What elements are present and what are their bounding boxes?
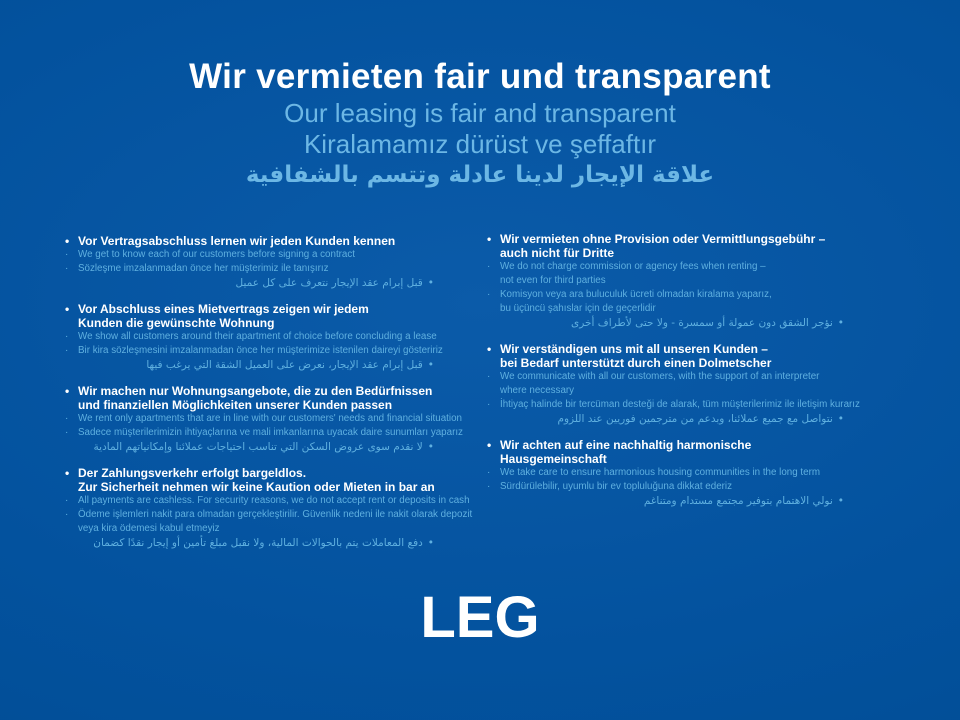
de-text: Vor Abschluss eines Mietvertrags zeigen wir jedem (78, 302, 369, 316)
tr-text: bu üçüncü şahıslar için de geçerlidir (500, 303, 656, 314)
title-german: Wir vermieten fair und transparent (189, 57, 771, 96)
sub-bullet-icon: · (65, 263, 69, 274)
ar-text: قبل إبرام عقد الإيجار، نعرض على العميل الشقة التي يرغب فيها (146, 359, 423, 371)
tr-line (65, 426, 480, 440)
bullet-icon: • (65, 302, 70, 316)
tr-line (487, 398, 902, 412)
bullet-block (65, 234, 480, 290)
ar-line (487, 494, 902, 508)
bullet-icon: • (65, 466, 70, 480)
en-line (487, 384, 902, 398)
sub-bullet-icon: · (487, 289, 491, 300)
en-line (487, 466, 902, 480)
bullet-icon: • (487, 438, 492, 452)
de-line (487, 232, 902, 246)
en-line (65, 330, 480, 344)
en-text: where necessary (500, 385, 575, 396)
de-text: bei Bedarf unterstützt durch einen Dolmetscher (500, 356, 772, 370)
de-line (65, 466, 480, 480)
bullet-block (487, 438, 902, 508)
en-line (65, 494, 480, 508)
sub-bullet-icon: · (487, 399, 491, 410)
de-line (487, 342, 902, 356)
sub-bullet-icon: · (65, 427, 69, 438)
sub-bullet-icon: · (487, 371, 491, 382)
sub-bullet-icon: · (65, 413, 69, 424)
ar-text: نولي الاهتمام بتوفير مجتمع مستدام ومتناغم (643, 495, 833, 507)
tr-text: Sözleşme imzalanmadan önce her müşterimiz ile tanışırız (78, 263, 329, 274)
de-text: Hausgemeinschaft (500, 452, 607, 466)
en-line (487, 370, 902, 384)
ar-text: قبل إبرام عقد الإيجار نتعرف على كل عميل (235, 277, 423, 289)
leg-logo: LEG (420, 585, 540, 650)
poster-header (0, 56, 960, 191)
de-line (487, 246, 902, 260)
ar-text: نؤجر الشقق دون عمولة أو سمسرة - ولا حتى لأطراف أخرى (571, 317, 833, 329)
ar-text: دفع المعاملات يتم بالحوالات المالية، ولا نقبل مبلغ تأمين أو إيجار نقدًا كضمان (93, 537, 423, 549)
de-line (487, 438, 902, 452)
right-column (487, 232, 902, 520)
subtitle-turkish: Kiralamamız dürüst ve şeffaftır (303, 129, 657, 159)
en-text: We get to know each of our customers before signing a contract (78, 249, 356, 260)
en-text: We do not charge commission or agency fees when renting – (500, 261, 766, 272)
ar-line (65, 358, 480, 372)
de-line (487, 356, 902, 370)
bullet-icon: • (487, 342, 492, 356)
de-line (65, 384, 480, 398)
bullet-block (487, 342, 902, 426)
de-text: und finanziellen Möglichkeiten unserer Kunden passen (78, 398, 393, 412)
en-text: We take care to ensure harmonious housing communities in the long term (500, 467, 821, 478)
de-text: Wir machen nur Wohnungsangebote, die zu den Bedürfnissen (78, 384, 433, 398)
de-text: Kunden die gewünschte Wohnung (78, 316, 275, 330)
tr-line (487, 288, 902, 302)
subtitle-arabic: علاقة الإيجار لدينا عادلة وتتسم بالشفافية (245, 162, 715, 188)
tr-text: Ödeme işlemleri nakit para olmadan gerçekleştirilir. Güvenlik nedeni ile nakit olarak depozit (78, 509, 473, 520)
bullet-icon: • (65, 234, 70, 248)
bullet-icon: • (427, 441, 434, 453)
en-line (487, 274, 902, 288)
de-line (65, 234, 480, 248)
tr-text: Sürdürülebilir, uyumlu bir ev topluluğuna dikkat ederiz (500, 481, 732, 492)
tr-line (487, 480, 902, 494)
en-text: All payments are cashless. For security reasons, we do not accept rent or deposits in cash (78, 495, 470, 506)
sub-bullet-icon: · (65, 249, 69, 260)
bullet-block (65, 466, 480, 550)
en-line (487, 260, 902, 274)
en-line (65, 248, 480, 262)
de-text: Der Zahlungsverkehr erfolgt bargeldlos. (78, 466, 307, 480)
tr-line (65, 522, 480, 536)
bullet-block (65, 302, 480, 372)
bullet-icon: • (487, 232, 492, 246)
sub-bullet-icon: · (65, 509, 69, 520)
tr-text: veya kira ödemesi kabul etmeyiz (78, 523, 220, 534)
ar-line (487, 412, 902, 426)
tr-line (487, 302, 902, 316)
ar-text: نتواصل مع جميع عملائنا، وبدعم من مترجمين فوريين عند اللزوم (557, 413, 833, 425)
bullet-block (487, 232, 902, 330)
bullet-icon: • (427, 277, 434, 289)
en-text: We show all customers around their apartment of choice before concluding a lease (78, 331, 437, 342)
tr-line (65, 344, 480, 358)
tr-line (65, 508, 480, 522)
de-line (65, 316, 480, 330)
bullet-icon: • (427, 359, 434, 371)
de-line (487, 452, 902, 466)
en-text: We rent only apartments that are in line with our customers' needs and financial situation (78, 413, 462, 424)
sub-bullet-icon: · (65, 495, 69, 506)
de-text: Wir verständigen uns mit all unseren Kunden – (500, 342, 768, 356)
de-text: Wir vermieten ohne Provision oder Vermittlungsgebühr – (500, 232, 826, 246)
tr-text: Komisyon veya ara buluculuk ücreti olmadan kiralama yaparız, (500, 289, 772, 300)
left-column (65, 234, 480, 562)
ar-line (487, 316, 902, 330)
sub-bullet-icon: · (487, 481, 491, 492)
sub-bullet-icon: · (65, 331, 69, 342)
tr-text: İhtiyaç halinde bir tercüman desteği de alarak, tüm müşterilerimiz ile iletişim kurarız (500, 399, 860, 410)
de-line (65, 302, 480, 316)
sub-bullet-icon: · (487, 467, 491, 478)
de-text: Wir achten auf eine nachhaltig harmonische (500, 438, 752, 452)
bullet-icon: • (837, 495, 844, 507)
de-text: auch nicht für Dritte (500, 246, 615, 260)
ar-line (65, 276, 480, 290)
de-line (65, 398, 480, 412)
de-text: Zur Sicherheit nehmen wir keine Kaution oder Mieten in bar an (78, 480, 435, 494)
bullet-block (65, 384, 480, 454)
bullet-icon: • (837, 413, 844, 425)
tr-line (65, 262, 480, 276)
ar-line (65, 536, 480, 550)
bullet-icon: • (837, 317, 844, 329)
en-text: not even for third parties (500, 275, 606, 286)
ar-line (65, 440, 480, 454)
en-text: We communicate with all our customers, with the support of an interpreter (500, 371, 820, 382)
tr-text: Sadece müşterilerimizin ihtiyaçlarına ve mali imkanlarına uyacak daire sunumları yaparız (78, 427, 463, 438)
sub-bullet-icon: · (65, 345, 69, 356)
ar-text: لا نقدم سوى عروض السكن التي تناسب احتياجات عملائنا وإمكانياتهم المادية (93, 441, 423, 453)
bullet-icon: • (427, 537, 434, 549)
de-line (65, 480, 480, 494)
de-text: Vor Vertragsabschluss lernen wir jeden Kunden kennen (78, 234, 396, 248)
tr-text: Bir kira sözleşmesini imzalanmadan önce her müşterimize istenilen daireyi gösteririz (78, 345, 443, 356)
subtitle-english: Our leasing is fair and transparent (284, 98, 676, 128)
bullet-icon: • (65, 384, 70, 398)
sub-bullet-icon: · (487, 261, 491, 272)
en-line (65, 412, 480, 426)
